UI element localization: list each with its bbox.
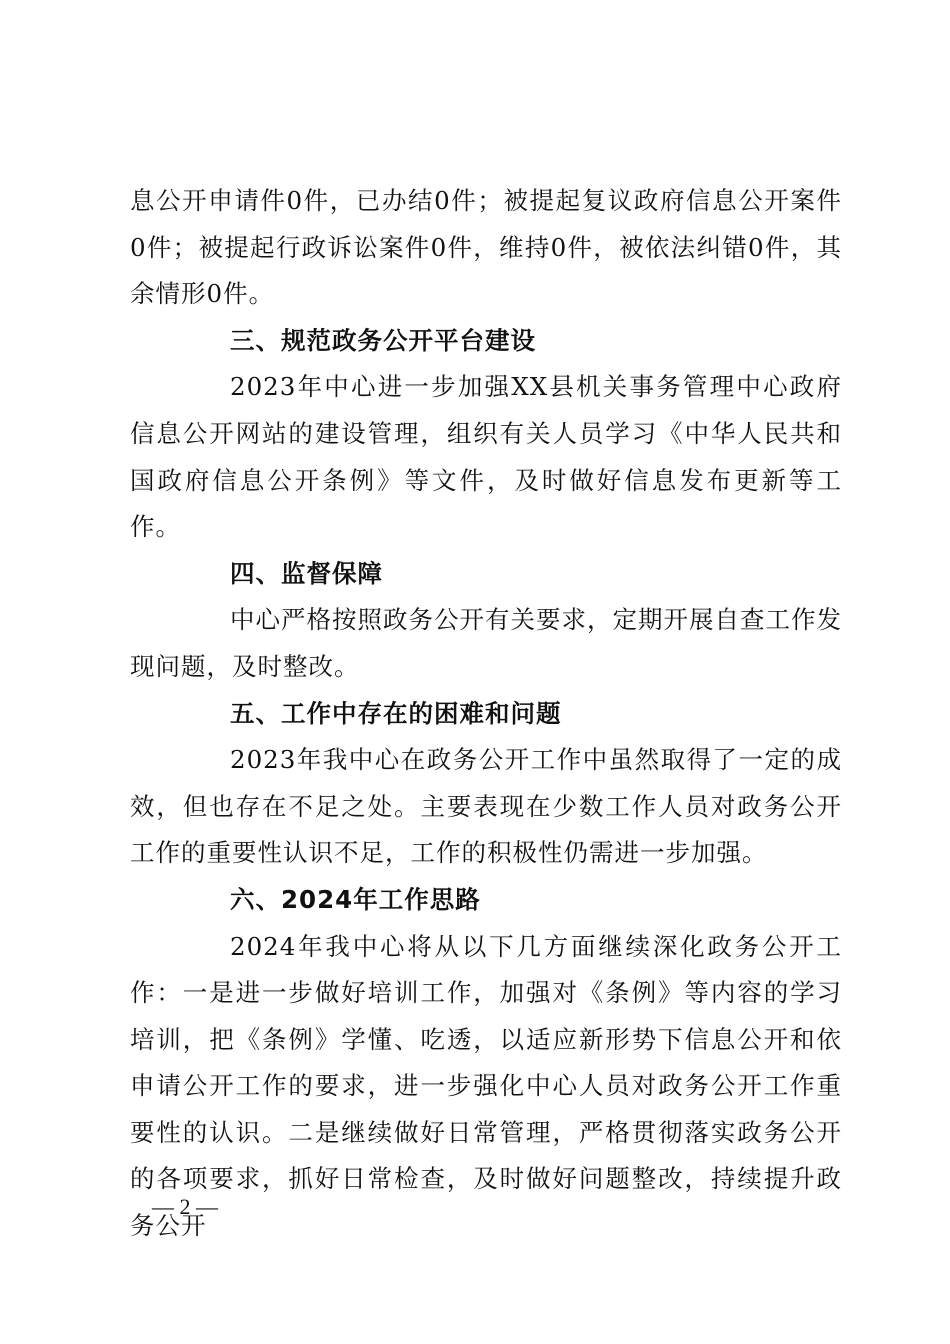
paragraph-2024-plan: 2024年我中心将从以下几方面继续深化政务公开工作：一是进一步做好培训工作，加强对《条例》等内容的学习培训，把《条例》学懂、吃透，以适应新形势下信息公开和依申请公开工作的要求，进一步强化中心人员对政务公开工作重要性的认识。二是继续做好日常管理，严格贯彻落实政务公开的各项要求，抓好日常检查，及时做好问题整改，持续提升政务公开	[130, 931, 842, 1241]
page-number: — 2 —	[152, 1194, 218, 1219]
heading-platform-construction: 三、规范政务公开平台建设	[230, 325, 536, 355]
paragraph-supervision: 中心严格按照政务公开有关要求，定期开展自查工作发现问题，及时整改。	[130, 605, 842, 681]
paragraph-application-stats: 息公开申请件0件，已办结0件；被提起复议政府信息公开案件0件；被提起行政诉讼案件0件，维持0件，被依法纠错0件，其余情形0件。	[130, 186, 842, 309]
heading-difficulties: 五、工作中存在的困难和问题	[230, 698, 562, 728]
paragraph-platform-construction: 2023年中心进一步加强XX县机关事务管理中心政府信息公开网站的建设管理，组织有关人员学习《中华人民共和国政府信息公开条例》等文件，及时做好信息发布更新等工作。	[130, 372, 842, 542]
heading-supervision: 四、监督保障	[230, 558, 383, 588]
document-body	[130, 178, 842, 1250]
paragraph-difficulties: 2023年我中心在政务公开工作中虽然取得了一定的成效，但也存在不足之处。主要表现在少数工作人员对政务公开工作的重要性认识不足，工作的积极性仍需进一步加强。	[130, 745, 842, 868]
heading-2024-plan: 六、2024年工作思路	[230, 884, 481, 914]
